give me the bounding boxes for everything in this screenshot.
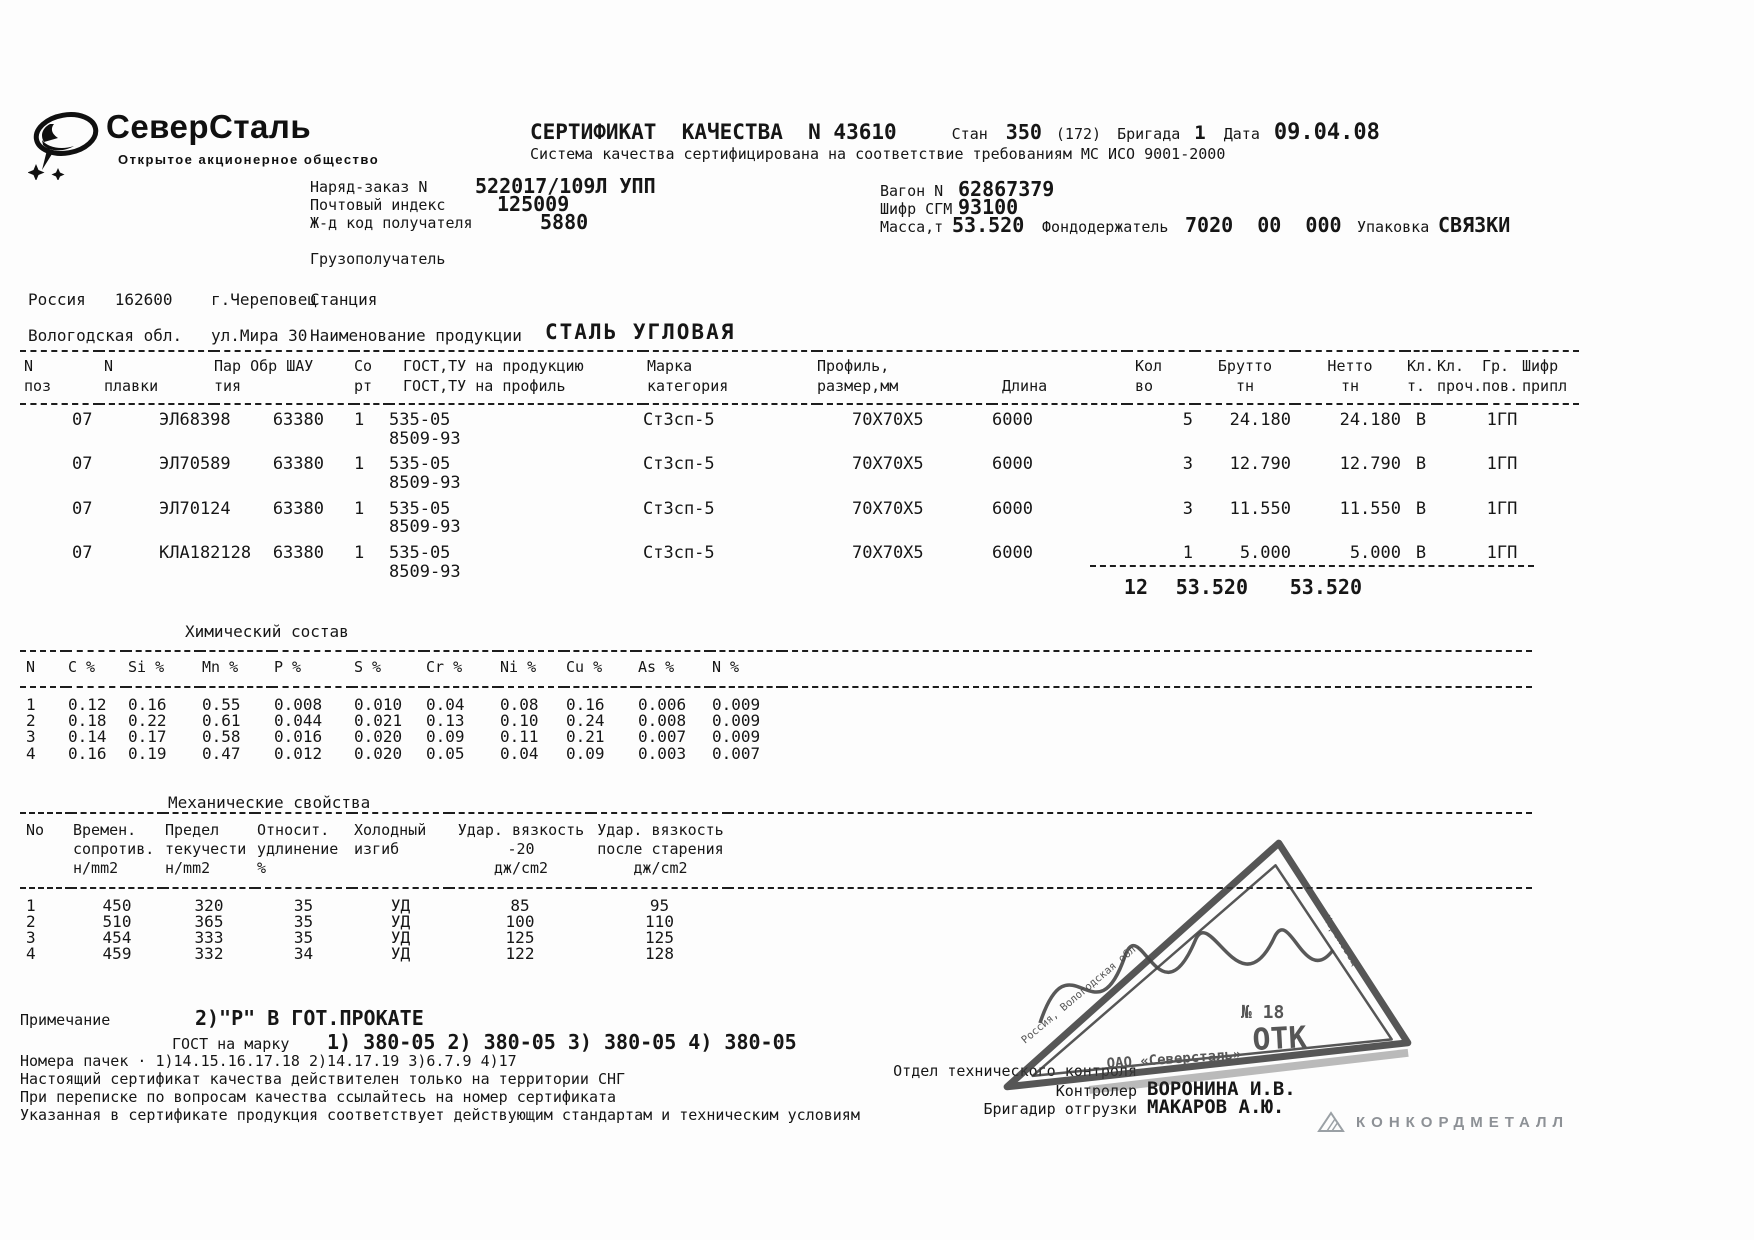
table-cell: 0.16 <box>68 743 107 763</box>
table-cell: 6000 <box>992 498 1033 519</box>
table-cell: 5 <box>1182 410 1193 430</box>
table-cell: 07 <box>72 543 93 564</box>
table-cell: 0.007 <box>638 727 687 747</box>
station-label: Станция <box>310 290 378 309</box>
order-label-3: Ж-д код получателя <box>310 214 473 232</box>
table-cell: 6000 <box>992 410 1033 430</box>
table-cell: 70X70X5 <box>852 410 924 430</box>
column-header: Марка категория <box>643 351 817 404</box>
table-cell: 07 <box>72 498 93 519</box>
table-cell: 459 <box>102 944 132 964</box>
table-cell: 07 <box>72 410 93 430</box>
table-cell: 1 <box>354 543 365 564</box>
table-cell: 1 <box>1182 543 1193 564</box>
severstal-emblem-icon <box>28 108 100 180</box>
table-cell: 11.550 <box>1339 498 1401 519</box>
footer-brand <box>1316 1110 1569 1134</box>
wagon-value: 62867379 <box>958 177 1055 201</box>
table-cell: 0.11 <box>500 727 539 747</box>
table-cell: 0.009 <box>712 727 761 747</box>
logo-brand-text: СеверСталь <box>106 108 312 145</box>
table-cell: 535-05 8509-93 <box>389 543 461 582</box>
pack-value: СВЯЗКИ <box>1438 213 1511 237</box>
chemical-header-row <box>20 651 1532 687</box>
chem-section-title: Химический состав <box>185 622 349 641</box>
foreman-name: МАКАРОВ А.Ю. <box>1147 1096 1285 1118</box>
table-cell: 63380 <box>272 498 324 519</box>
table-cell: 0.24 <box>566 710 605 730</box>
certificate-title: СЕРТИФИКАТ КАЧЕСТВА N 43610 <box>530 120 897 144</box>
table-cell: 0.008 <box>638 710 687 730</box>
table-cell: 0.003 <box>638 743 687 763</box>
table-cell: 0.55 <box>202 694 241 714</box>
table-cell: 12.790 <box>1339 454 1401 475</box>
row-spacer <box>782 746 1532 762</box>
table-cell: 0.006 <box>638 694 687 714</box>
qc-dept-line: Отдел технического контроля <box>893 1062 1137 1080</box>
column-header: Кол во <box>1127 351 1195 404</box>
stamp-edge-right-text: г. Череповец <box>1310 897 1361 968</box>
table-cell: 0.08 <box>500 694 539 714</box>
table-cell: 07 <box>72 454 93 475</box>
column-header: Cu % <box>564 651 636 687</box>
column-header: Со рт <box>354 351 389 404</box>
order-value-1: 522017/109Л УПП <box>475 174 656 198</box>
table-cell: УД <box>390 928 411 948</box>
mass-label: Масса,т <box>880 218 944 236</box>
total-gross: 53.520 <box>1175 575 1248 599</box>
products-table <box>20 350 1579 583</box>
concord-triangle-icon <box>1316 1110 1346 1134</box>
sgm-value: 93100 <box>958 195 1019 219</box>
table-cell: 0.12 <box>68 694 107 714</box>
table-cell: 0.17 <box>128 727 167 747</box>
order-label-1: Наряд-заказ N <box>310 178 428 196</box>
table-cell: ЭЛ70124 <box>159 498 231 519</box>
column-header: N % <box>710 651 782 687</box>
table-cell: 535-05 8509-93 <box>389 410 461 449</box>
table-cell: Ст3сп-5 <box>643 410 715 430</box>
stamp-center-text: ОТК <box>1251 1020 1308 1058</box>
table-cell: 128 <box>645 944 674 964</box>
table-cell: 35 <box>293 912 314 932</box>
row-spacer <box>782 729 1532 745</box>
table-row <box>20 494 1579 538</box>
table-cell: 0.04 <box>500 743 539 763</box>
mass-value: 53.520 <box>952 213 1025 237</box>
table-cell: 95 <box>649 896 670 916</box>
column-header: Профиль, размер,мм <box>817 351 992 404</box>
column-header: As % <box>636 651 710 687</box>
table-cell: 1ГП <box>1486 410 1518 430</box>
column-header: Кл. проч. <box>1437 351 1482 404</box>
table-cell: 2 <box>26 912 36 932</box>
table-cell: 333 <box>194 928 224 948</box>
foreman-label: Бригадир отгрузки <box>983 1100 1137 1118</box>
column-header: S % <box>352 651 424 687</box>
table-cell: 24.180 <box>1229 410 1291 430</box>
table-cell: 4 <box>26 743 36 763</box>
table-cell: 5.000 <box>1349 543 1401 564</box>
stan-label: Стан <box>951 125 988 143</box>
brigade-value: 1 <box>1194 122 1206 144</box>
table-cell: 1 <box>26 896 36 916</box>
controller-name: ВОРОНИНА И.В. <box>1147 1078 1296 1100</box>
table-row <box>20 713 1532 729</box>
table-row <box>20 746 1532 762</box>
stamp-org-text: ОАО «Северсталь» <box>1106 1046 1242 1072</box>
table-cell: КЛА182128 <box>159 543 252 564</box>
column-header: Времен. сопротив. н/mm2 <box>71 813 163 888</box>
table-cell: Ст3сп-5 <box>643 543 715 564</box>
table-cell: 535-05 8509-93 <box>389 454 461 494</box>
table-cell: В <box>1415 543 1427 564</box>
order-label-2: Почтовый индекс <box>310 196 446 214</box>
column-header: Длина <box>992 351 1127 404</box>
table-cell: 0.020 <box>354 743 403 763</box>
table-cell <box>1437 449 1482 493</box>
table-cell: 5.000 <box>1239 543 1291 564</box>
note-label: Примечание <box>20 1011 111 1029</box>
validity-line-2: При переписке по вопросам качества ссылайтесь на номер сертификата <box>20 1088 617 1106</box>
column-header: Предел текучести н/mm2 <box>163 813 255 888</box>
table-cell: 510 <box>102 912 132 932</box>
column-header: Относит. удлинение % <box>255 813 352 888</box>
table-cell: 63380 <box>272 543 324 564</box>
stamp-edge-left-text: Россия, Вологодская обл. <box>1019 939 1144 1047</box>
table-cell: 1 <box>354 454 365 475</box>
products-header-row <box>20 351 1579 404</box>
table-cell: УД <box>390 912 411 932</box>
totals-row <box>1090 565 1534 599</box>
note-row <box>20 1006 424 1030</box>
table-cell: 0.04 <box>426 694 465 714</box>
table-cell <box>1522 449 1579 493</box>
packs-line: Номера пачек · 1)14.15.16.17.18 2)14.17.19 3)6.7.9 4)17 <box>20 1052 517 1070</box>
date-value: 09.04.08 <box>1273 120 1380 145</box>
table-cell: УД <box>390 944 411 964</box>
table-cell: 0.007 <box>712 743 761 763</box>
table-cell: В <box>1415 454 1427 475</box>
table-cell: 34 <box>293 944 314 964</box>
table-cell: 3 <box>26 727 36 747</box>
validity-line-1: Настоящий сертификат качества действителен только на территории СНГ <box>20 1070 626 1088</box>
footer-brand-text: КОНКОРДМЕТАЛЛ <box>1356 1113 1570 1131</box>
table-cell: 0.016 <box>274 727 323 747</box>
row-spacer <box>782 687 1532 713</box>
table-row <box>20 449 1579 493</box>
table-cell: 0.020 <box>354 727 403 747</box>
table-cell: 2 <box>26 710 36 730</box>
certificate-header <box>530 120 1380 145</box>
row-spacer <box>782 713 1532 729</box>
logo-org-type: Открытое акционерное общество <box>118 152 380 167</box>
table-cell: 0.18 <box>68 710 107 730</box>
column-header: No <box>20 813 71 888</box>
column-header: ГОСТ,ТУ на продукцию ГОСТ,ТУ на профиль <box>389 351 643 404</box>
table-cell: 1ГП <box>1486 498 1518 519</box>
table-row <box>20 729 1532 745</box>
brigade-label: Бригада <box>1117 125 1181 143</box>
column-header: C % <box>66 651 126 687</box>
table-cell: 0.22 <box>128 710 167 730</box>
column-header: Удар. вязкость после старения дж/cm2 <box>591 813 728 888</box>
order-value-2: 125009 <box>497 192 570 216</box>
gost-label: ГОСТ на марку <box>172 1035 290 1053</box>
table-cell: 0.47 <box>202 743 241 763</box>
table-cell: 0.19 <box>128 743 167 763</box>
fund-label: Фондодержатель <box>1042 218 1169 236</box>
table-cell: В <box>1415 498 1427 519</box>
table-cell: 450 <box>102 896 132 916</box>
order-value-3: 5880 <box>540 210 589 234</box>
table-cell: 12.790 <box>1229 454 1291 475</box>
table-cell: 0.012 <box>274 743 323 763</box>
table-cell: 0.044 <box>274 710 323 730</box>
table-cell: 11.550 <box>1229 498 1291 519</box>
table-cell: 0.58 <box>202 727 241 747</box>
table-cell: 0.05 <box>426 743 465 763</box>
table-cell: 0.16 <box>566 694 605 714</box>
table-cell: 320 <box>194 896 224 916</box>
table-cell: 332 <box>194 944 224 964</box>
column-header: N плавки <box>99 351 214 404</box>
wagon-label: Вагон N <box>880 182 944 200</box>
table-cell: УД <box>390 896 411 916</box>
controller-label: Контролер <box>1055 1082 1137 1100</box>
total-net: 53.520 <box>1289 575 1362 599</box>
stamp-number: № 18 <box>1241 1002 1285 1023</box>
column-header: Холодный изгиб <box>352 813 449 888</box>
qc-stamp <box>985 838 1415 1094</box>
column-header: P % <box>272 651 352 687</box>
table-cell: 110 <box>645 912 674 932</box>
mech-section-title: Механические свойства <box>168 793 371 812</box>
table-cell: 0.009 <box>712 710 761 730</box>
table-cell: 0.008 <box>274 694 323 714</box>
table-cell: 535-05 8509-93 <box>389 498 461 538</box>
table-cell: 1 <box>26 694 36 714</box>
table-cell: ЭЛ68398 <box>159 410 231 430</box>
table-cell: 365 <box>194 912 224 932</box>
table-row <box>20 404 1579 449</box>
table-cell: 4 <box>26 944 36 964</box>
column-header: Шифр припл <box>1522 351 1579 404</box>
gost-row <box>172 1030 797 1054</box>
table-cell: 6000 <box>992 543 1033 564</box>
stan-note: (172) <box>1055 125 1102 143</box>
address-line-2: Вологодская обл. ул.Мира 30 <box>28 326 308 345</box>
gost-value: 1) 380-05 2) 380-05 3) 380-05 4) 380-05 <box>327 1030 797 1054</box>
table-cell: 0.009 <box>712 694 761 714</box>
table-cell: ЭЛ70589 <box>159 454 231 475</box>
table-cell: Ст3сп-5 <box>643 498 715 519</box>
table-cell: 35 <box>293 896 314 916</box>
address-line-1: Россия 162600 г.Череповец <box>28 290 317 309</box>
header-spacer <box>782 651 1532 687</box>
note-value: 2)"Р" В ГОТ.ПРОКАТЕ <box>194 1006 424 1030</box>
table-cell: 63380 <box>272 454 324 475</box>
table-cell: 0.09 <box>566 743 605 763</box>
table-cell: 100 <box>505 912 535 932</box>
table-cell: 1 <box>354 498 365 519</box>
table-cell: 0.10 <box>500 710 539 730</box>
table-cell: 454 <box>102 928 132 948</box>
table-cell <box>1522 404 1579 449</box>
column-header: Удар. вязкость -20 дж/cm2 <box>449 813 591 888</box>
product-name: СТАЛЬ УГЛОВАЯ <box>545 320 736 344</box>
table-cell: 125 <box>505 928 535 948</box>
table-cell: 1ГП <box>1486 454 1518 475</box>
table-cell: 0.021 <box>354 710 403 730</box>
table-cell: 0.21 <box>566 727 605 747</box>
table-cell: 0.14 <box>68 727 107 747</box>
table-cell: 0.61 <box>202 710 241 730</box>
validity-line-3: Указанная в сертификате продукция соответствует действующим стандартам и техническим условиям <box>20 1106 860 1124</box>
column-header: Гр. пов. <box>1482 351 1522 404</box>
date-label: Дата <box>1223 125 1260 143</box>
table-cell: В <box>1415 410 1427 430</box>
order-label-4: Грузополучатель <box>310 250 446 268</box>
table-cell: 3 <box>1182 454 1193 475</box>
table-cell: 3 <box>1182 498 1193 519</box>
table-cell: 35 <box>293 928 314 948</box>
table-cell <box>1437 494 1482 538</box>
column-header: Кл. т. <box>1405 351 1437 404</box>
iso-line: Система качества сертифицирована на соответствие требованиям МС ИСО 9001-2000 <box>530 145 1226 163</box>
column-header: N <box>20 651 66 687</box>
table-cell <box>1522 494 1579 538</box>
table-cell: 1ГП <box>1486 543 1518 564</box>
table-cell: 0.13 <box>426 710 465 730</box>
table-cell: 6000 <box>992 454 1033 475</box>
product-label: Наименование продукции <box>310 326 522 345</box>
table-cell: 1 <box>354 410 365 430</box>
column-header: Cr % <box>424 651 498 687</box>
table-cell: 70X70X5 <box>852 454 924 475</box>
table-cell: 0.09 <box>426 727 465 747</box>
column-header: Нетто тн <box>1295 351 1405 404</box>
fund-value: 7020 00 000 <box>1185 213 1342 237</box>
column-header: Si % <box>126 651 200 687</box>
table-cell: 63380 <box>272 410 324 430</box>
table-cell: 122 <box>505 944 535 964</box>
table-cell: 125 <box>645 928 674 948</box>
stan-value: 350 <box>1005 120 1042 144</box>
table-cell: 85 <box>510 896 530 916</box>
column-header: Ni % <box>498 651 564 687</box>
column-header: Mn % <box>200 651 272 687</box>
severstal-logo <box>28 108 379 180</box>
chemical-table <box>20 650 1532 762</box>
table-cell: 0.010 <box>354 694 403 714</box>
table-cell: 24.180 <box>1339 410 1401 430</box>
column-header: N поз <box>20 351 99 404</box>
total-count: 12 <box>1123 575 1148 599</box>
table-cell: 3 <box>26 928 36 948</box>
table-cell: 70X70X5 <box>852 543 924 564</box>
column-header: Пар Обр ШАУ тия <box>214 351 354 404</box>
table-row <box>20 687 1532 713</box>
column-header: Брутто тн <box>1195 351 1295 404</box>
table-cell <box>1437 404 1482 449</box>
sgm-label: Шифр СГМ <box>880 200 953 218</box>
table-cell: 70X70X5 <box>852 498 924 519</box>
table-cell: Ст3сп-5 <box>643 454 715 475</box>
table-cell: 0.16 <box>128 694 167 714</box>
pack-label: Упаковка <box>1357 218 1430 236</box>
